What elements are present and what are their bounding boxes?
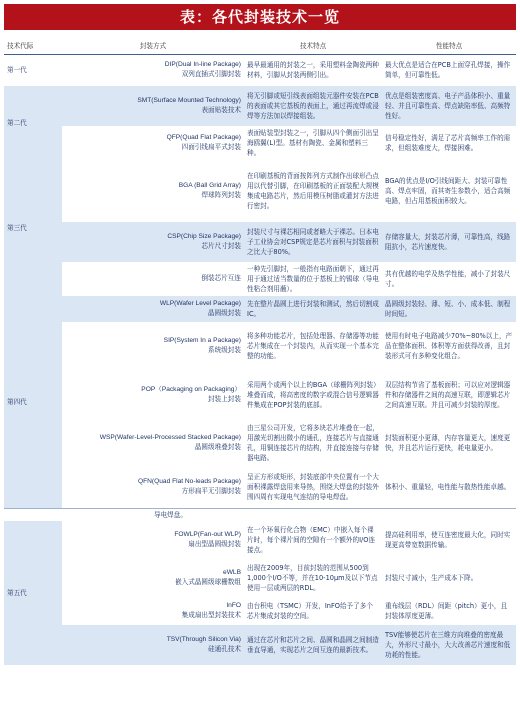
technology-cell — [62, 420, 244, 466]
table-row — [4, 420, 516, 466]
technology-cn: 焊球阵列封装 — [201, 192, 241, 199]
performance-cell: 晶圆级封装轻、薄、短、小、成本低、制程时间短。 — [382, 296, 516, 322]
generation-cell: 第四代 — [4, 296, 62, 508]
table-row — [4, 597, 516, 625]
technology-cn: 硅通孔技术 — [208, 645, 241, 653]
header-performance: 性能特点 — [382, 38, 516, 54]
feature-cell: 一种先引脚封，一般指有电路面朝下，通过再用于通过适当数量的位于基板上的锡球（导电性粘合剂用蘸）。 — [244, 262, 382, 296]
technology-cell — [62, 222, 244, 262]
technology-en: SMT(Surface Mounted Technology) — [137, 97, 241, 104]
technology-cn: 芯片尺寸封装 — [201, 243, 241, 250]
technology-cn: 晶圆级堆叠封装 — [194, 444, 241, 451]
performance-cell: 优点是组装密度高、电子产品体积小、重量轻、并且可靠性高、焊点缺陷率低、高频特性好。 — [382, 86, 516, 126]
feature-cell: 最早最通用的封装之一，采用塑料金陶瓷两种材料，引脚从封装两侧引出。 — [244, 54, 382, 86]
technology-en: BGA (Ball Grid Array) — [178, 182, 241, 189]
table-row — [4, 160, 516, 222]
performance-cell: 使用有时电子电路减少70%~80%以上，产品在整体面积、体积等方面获得改善，且封装形式可有多种变化组合。 — [382, 322, 516, 370]
technology-cn: 方形扁平无引脚封装 — [181, 487, 241, 495]
feature-cell: 出现在2009年，目前封装的范围从500到1,000个I/O不等，并在10-10μm及以下节点使用一层或两层的RDL。 — [244, 559, 382, 597]
performance-cell: 重布线层（RDL）间距（pitch）更小，且封装体厚度更薄。 — [382, 597, 516, 625]
technology-cn: 系统级封装 — [208, 347, 241, 354]
technology-cn: 四面引线扁平式封装 — [181, 144, 241, 151]
technology-cell — [62, 126, 244, 160]
table-row — [4, 86, 516, 126]
technology-cell — [62, 322, 244, 370]
table-row — [4, 370, 516, 420]
header-generation: 技术代际 — [4, 38, 62, 54]
table-row — [4, 262, 516, 296]
technology-cell — [62, 521, 244, 559]
feature-cell: 表面贴装型封装之一，引脚从四个侧面引出呈海鸥翼(L)型。基材有陶瓷、金属和塑料三种。 — [244, 126, 382, 160]
technology-cell — [62, 160, 244, 222]
technology-cn: 封装上封装 — [208, 396, 241, 403]
technology-cell — [62, 625, 244, 665]
technology-cn: 集成扇出型封装技术 — [181, 611, 241, 619]
table-row — [4, 296, 516, 322]
technology-en: SIP(System In a Package) — [163, 337, 241, 344]
generation-cell: 第一代 — [4, 54, 62, 86]
technology-cell — [62, 597, 244, 625]
performance-cell: 存储容量大，封装芯片薄，可靠性高，线路阻抗小，芯片速度快。 — [382, 222, 516, 262]
technology-cn: 嵌入式晶圆级球栅数组 — [175, 578, 241, 586]
technology-en: POP（Packaging on Packaging） — [141, 386, 241, 393]
technology-en: eWLB — [223, 568, 241, 576]
technology-cell — [62, 559, 244, 597]
table-row — [4, 508, 516, 521]
feature-cell: 将无引脚或短引线表面组装元器件安装在PCB的表面或其它基板的表面上，通过再流焊或浸焊等方法加以焊接组装。 — [244, 86, 382, 126]
performance-cell: 信号稳定性好，满足了芯片高频率工作的需求，但组装难度大，焊接困难。 — [382, 126, 516, 160]
technology-en: WLP(Wafer Level Package) — [159, 300, 241, 307]
technology-cell — [62, 370, 244, 420]
table-row — [4, 521, 516, 559]
technology-en: CSP(Chip Size Package) — [167, 233, 241, 240]
feature-cell: 由三星公司开发，它将多块芯片堆叠在一起，用激光切割出微小的通孔，连接芯片与直接通孔，用铜连接芯片的结构，并直接连接与存储器电路。 — [244, 420, 382, 466]
table-row — [4, 322, 516, 370]
table-row — [4, 222, 516, 262]
performance-cell: 共有优越的电学及热学性能，减小了封装尺寸。 — [382, 262, 516, 296]
feature-cell: 将多种功能芯片，包括处理器、存储器等功能芯片集成在一个封装内，从而实现一个基本完整的功能。 — [244, 322, 382, 370]
table-header — [4, 38, 516, 54]
technology-en: WSP(Wafer-Level-Processed Stacked Package) — [99, 434, 241, 441]
technology-cell — [62, 466, 244, 508]
technology-en: FOWLP(Fan-out WLP) — [174, 530, 241, 538]
feature-cell: 通过在芯片和芯片之间、晶圆和晶圆之间制造垂直导通，实现芯片之间互连的最新技术。 — [244, 625, 382, 665]
technology-cell — [62, 262, 244, 296]
technology-cell — [62, 54, 244, 86]
feature-cell: 采用两个或两个以上的BGA（球栅阵列封装）堆叠而成，将高密度的数字或混合信号逻辑器件集成在POP封装的底部。 — [244, 370, 382, 420]
header-features: 技术特点 — [244, 38, 382, 54]
continuation-cell: 导电焊盘。 — [4, 508, 516, 521]
page-title: 表：各代封装技术一览 — [4, 4, 516, 30]
table-row — [4, 466, 516, 508]
performance-cell: 体积小、重量轻，电性能与散热性能卓越。 — [382, 466, 516, 508]
technology-en: DIP(Dual In-line Package) — [164, 61, 241, 69]
technology-cn: 扇出型晶圆级封装 — [188, 540, 241, 548]
performance-cell: 双层结构节省了基板面积；可以应对逻辑器件和存储器件之间的高速互联，即逻辑芯片之间高速互联。并且可减少封装的厚度。 — [382, 370, 516, 420]
performance-cell: BGA的优点是I/O引线间距大、封装可靠性高、焊点牢固，而其寄生参数小，适合高频电路，但占用基板面积较大。 — [382, 160, 516, 222]
technology-cell — [62, 296, 244, 322]
performance-cell: TSV能够使芯片在三维方向堆叠的密度最大，外形尺寸最小，大大改善芯片速度和低功耗的性能。 — [382, 625, 516, 665]
performance-cell: 最大优点是适合在PCB上面穿孔焊接，操作简单，但可靠性低。 — [382, 54, 516, 86]
technology-cell — [62, 86, 244, 126]
technology-cn: 表面贴装技术 — [201, 107, 241, 114]
generation-cell: 第五代 — [4, 521, 62, 665]
performance-cell: 提高硅利用率，使互连密度最大化，同时实现更高带宽数据传输。 — [382, 521, 516, 559]
table-row — [4, 126, 516, 160]
feature-cell: 先在整片晶圆上进行封装和测试，然后切割成IC。 — [244, 296, 382, 322]
table-row — [4, 625, 516, 665]
technology-en: QFP(Quad Flat Package) — [166, 134, 241, 141]
technology-en: QFN(Quad Flat No-leads Package) — [138, 477, 241, 485]
header-technology: 封装方式 — [62, 38, 244, 54]
table-row — [4, 559, 516, 597]
technology-cn: 双列直插式引脚封装 — [181, 71, 241, 79]
feature-cell: 在印刷基板的背面按阵列方式制作出球形凸点用以代替引脚，在印刷基板的正面装配大规模集成电路芯片，然后用模压树脂或灌封方法进行密封。 — [244, 160, 382, 222]
generation-cell: 第二代 — [4, 86, 62, 160]
technology-cn: 晶圆级封装 — [208, 310, 241, 317]
performance-cell: 封装面积更小更薄，内存容量更大，速度更快，并且芯片运行更快，耗电量更小。 — [382, 420, 516, 466]
technology-cn: 倒装芯片互连 — [201, 275, 241, 282]
packaging-table — [4, 38, 516, 665]
technology-en: TSV(Through Silicon Via) — [166, 635, 241, 643]
feature-cell: 由台积电（TSMC）开发，InFO给予了多个芯片集成封装的空间。 — [244, 597, 382, 625]
feature-cell: 呈正方形或矩形，封装底部中央位置有一个大面积裸露焊盘用来导热，围绕大焊盘的封装外围四周有实现电气连结的导电焊盘。 — [244, 466, 382, 508]
performance-cell: 封装尺寸减小，生产成本下降。 — [382, 559, 516, 597]
table-row — [4, 54, 516, 86]
technology-en: InFO — [226, 601, 241, 609]
feature-cell: 在一个环氧行化合物（EMC）中嵌入每个裸片时，每个裸片间的空隙有一个额外的I/O连接点。 — [244, 521, 382, 559]
generation-cell: 第三代 — [4, 160, 62, 296]
feature-cell: 封装尺寸与裸芯相同或者略大于裸芯。日本电子工业协会对CSP规定是芯片面积与封装面积之比大于80%。 — [244, 222, 382, 262]
